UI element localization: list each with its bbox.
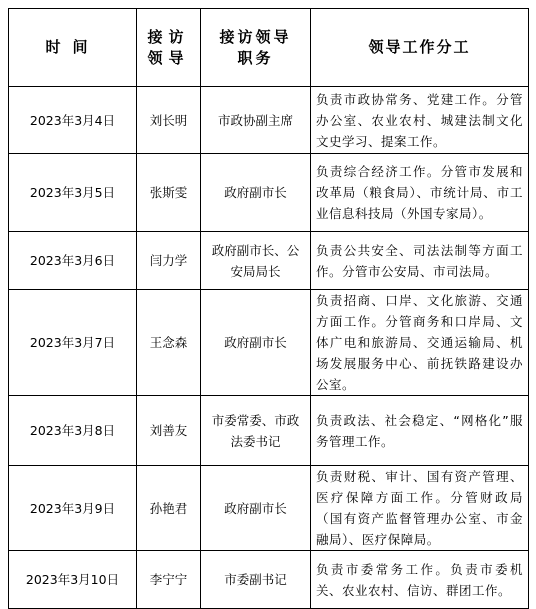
row-leader-name: 李宁宁	[137, 551, 201, 609]
row-leader-name: 张斯雯	[137, 154, 201, 232]
row-leader-name: 王念森	[137, 290, 201, 396]
row-leader-post: 政府副市长	[201, 290, 311, 396]
table-row	[9, 154, 529, 232]
table-row	[9, 232, 529, 290]
row-date: 2023年3月10日	[9, 551, 137, 609]
row-date: 2023年3月8日	[9, 396, 137, 466]
table-row	[9, 466, 529, 551]
row-leader-name: 闫力学	[137, 232, 201, 290]
row-duty: 负责招商、口岸、文化旅游、交通方面工作。分管商务和口岸局、文体广电和旅游局、交通运输局、机场发展服务中心、前抚铁路建设办公室。	[311, 290, 529, 396]
header-duty: 领导工作分工	[311, 9, 529, 87]
table-row	[9, 290, 529, 396]
row-leader-post: 政府副市长	[201, 466, 311, 551]
row-leader-post: 市委常委、市政法委书记	[201, 396, 311, 466]
table-row	[9, 87, 529, 154]
header-post-line-2: 职务	[237, 48, 274, 67]
table-header-row	[9, 9, 529, 87]
table-row	[9, 551, 529, 609]
row-leader-name: 刘长明	[137, 87, 201, 154]
header-post	[201, 9, 311, 87]
table-row	[9, 396, 529, 466]
row-duty: 负责公共安全、司法法制等方面工作。分管市公安局、市司法局。	[311, 232, 529, 290]
reception-schedule-table	[8, 8, 529, 609]
row-date: 2023年3月6日	[9, 232, 137, 290]
row-date: 2023年3月9日	[9, 466, 137, 551]
row-duty: 负责政法、社会稳定、“网格化”服务管理工作。	[311, 396, 529, 466]
row-duty: 负责综合经济工作。分管市发展和改革局（粮食局）、市统计局、市工业信息科技局（外国专家局）。	[311, 154, 529, 232]
row-date: 2023年3月5日	[9, 154, 137, 232]
header-leader	[137, 9, 201, 87]
row-duty: 负责市政协常务、党建工作。分管办公室、农业农村、城建法制文化文史学习、提案工作。	[311, 87, 529, 154]
row-leader-post: 政府副市长	[201, 154, 311, 232]
header-date: 时间	[9, 9, 137, 87]
row-leader-post: 市政协副主席	[201, 87, 311, 154]
header-leader-line-2: 领导	[147, 48, 190, 67]
row-leader-name: 刘善友	[137, 396, 201, 466]
header-post-line-1: 接访领导	[219, 27, 292, 46]
row-duty: 负责市委常务工作。负责市委机关、农业农村、信访、群团工作。	[311, 551, 529, 609]
row-leader-post: 市委副书记	[201, 551, 311, 609]
row-date: 2023年3月4日	[9, 87, 137, 154]
row-date: 2023年3月7日	[9, 290, 137, 396]
row-leader-post: 政府副市长、公安局局长	[201, 232, 311, 290]
row-duty: 负责财税、审计、国有资产管理、医疗保障方面工作。分管财政局（国有资产监督管理办公室、市金融局）、医疗保障局。	[311, 466, 529, 551]
header-leader-line-1: 接访	[147, 27, 190, 46]
row-leader-name: 孙艳君	[137, 466, 201, 551]
